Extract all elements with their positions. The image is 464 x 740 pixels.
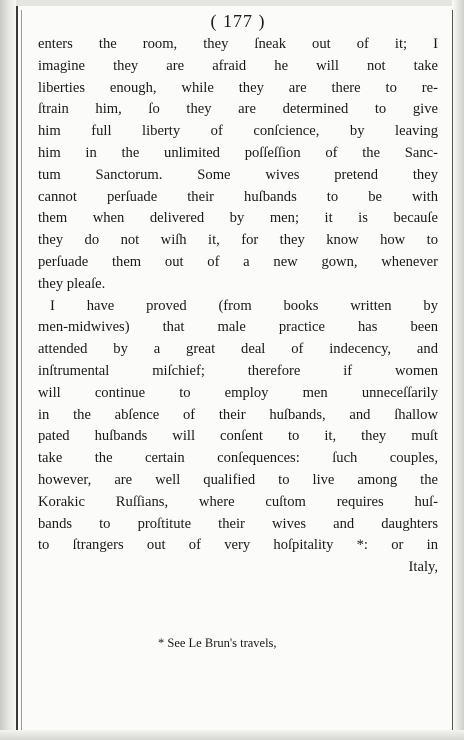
text-line: men-midwives) that male practice has been: [38, 319, 438, 336]
text-line: they pleaſe.: [38, 275, 106, 292]
text-line: bands to proſtitute their wives and daughters: [38, 515, 438, 532]
page-right-edge-line: [452, 10, 453, 730]
gutter-shadow-line: [16, 6, 18, 740]
footnote: * See Le Brun's travels,: [158, 636, 277, 650]
text-line: enters the room, they ſneak out of it; I: [38, 36, 438, 52]
text-line: perſuade them out of a new gown, whenever: [38, 253, 438, 270]
text-line: Korakic Ruſſians, where cuſtom requires huſ-: [38, 493, 438, 510]
text-line: to ſtrangers out of very hoſpitality *: or in: [38, 537, 438, 554]
gutter-inner-line: [21, 10, 22, 740]
text-line: him in the unlimited poſſeſſion of the Sanc-: [38, 144, 438, 161]
page-bottom-edge: [0, 730, 464, 740]
page-number: ( 177 ): [210, 11, 266, 31]
text-line: ſtrain him, ſo they are determined to give: [38, 101, 438, 118]
text-line: them when delivered by men; it is becauſe: [38, 210, 438, 227]
text-line: however, are well qualified to live among the: [38, 471, 438, 488]
text-line: him full liberty of conſcience, by leaving: [38, 123, 438, 140]
top-edge: [0, 0, 464, 6]
text-line: liberties enough, while they are there to re-: [38, 79, 438, 96]
book-gutter: [0, 0, 16, 740]
text-line: will continue to employ men unneceſſarily: [38, 384, 438, 401]
text-line: attended by a great deal of indecency, and: [38, 341, 438, 358]
page-right-edge: [452, 0, 464, 740]
text-line: in the abſence of their huſbands, and ſhallow: [38, 406, 438, 423]
text-line: imagine they are afraid he will not take: [38, 57, 438, 74]
text-line: I have proved (from books written by: [50, 297, 438, 314]
text-line: take the certain conſequences: ſuch couples,: [38, 450, 438, 467]
text-line: they do not wiſh it, for they know how to: [38, 232, 438, 249]
text-line: cannot perſuade their huſbands to be with: [38, 188, 438, 205]
text-line: pated huſbands will conſent to it, they muſt: [38, 428, 438, 445]
page-body: [38, 10, 438, 579]
catchword: Italy,: [408, 559, 438, 576]
text-line: tum Sanctorum. Some wives pretend they: [38, 166, 438, 183]
text-line: inſtrumental miſchief; therefore if women: [38, 362, 438, 379]
